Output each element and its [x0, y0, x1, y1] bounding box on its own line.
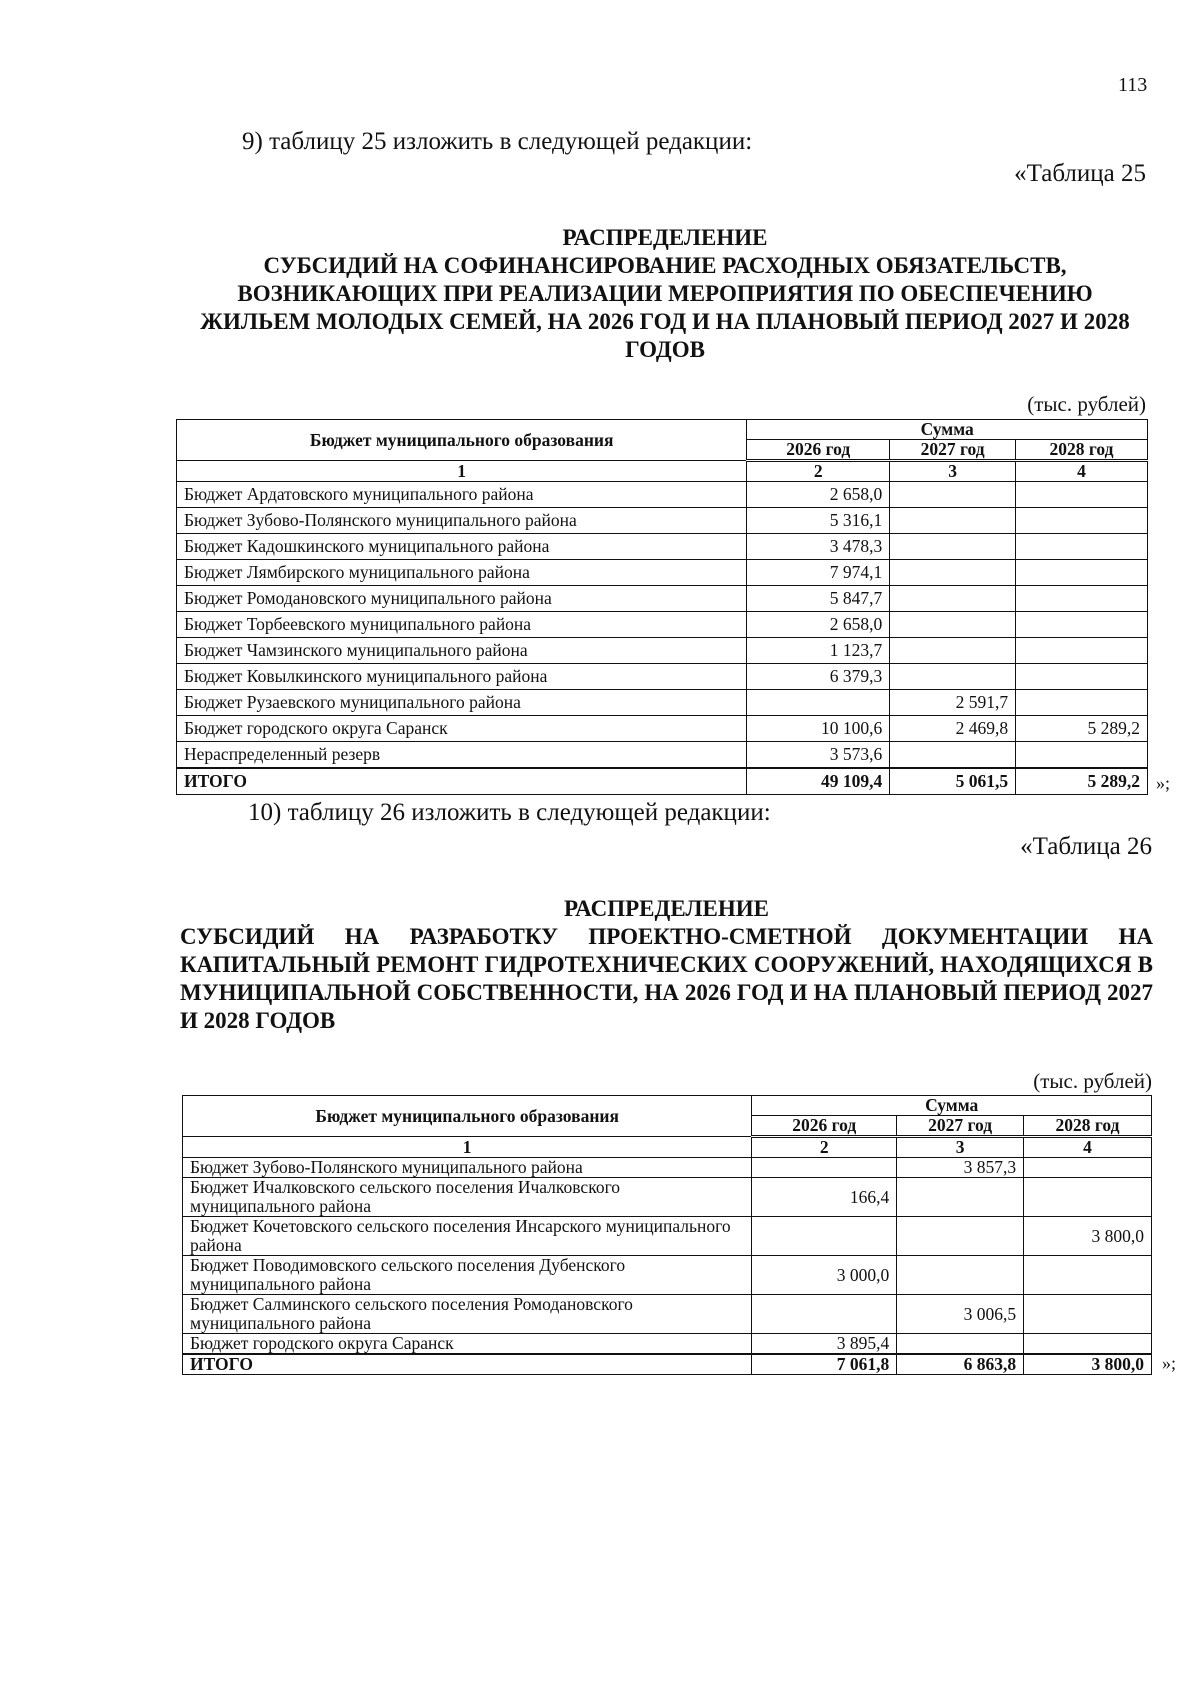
- budget-name-cell: ИТОГО: [183, 1354, 752, 1375]
- table-row: [177, 690, 1148, 716]
- section9-heading-body: СУБСИДИЙ НА СОФИНАНСИРОВАНИЕ РАСХОДНЫХ ОБЯЗАТЕЛЬСТВ, ВОЗНИКАЮЩИХ ПРИ РЕАЛИЗАЦИИ МЕРОПРИЯТИЯ ПО ОБЕСПЕЧЕНИЮ ЖИЛЬЕМ МОЛОДЫХ СЕМЕЙ, НА 2026 ГОД И НА ПЛАНОВЫЙ ПЕРИОД 2027 И 2028 ГОДОВ: [200, 253, 1130, 362]
- table-row: [183, 1295, 1152, 1334]
- amount-cell-2028: 3 800,0: [1024, 1354, 1152, 1375]
- amount-cell-2026: [752, 1217, 897, 1256]
- total-row: [183, 1354, 1152, 1375]
- budget-name-cell: Бюджет Торбеевского муниципального района: [177, 612, 747, 638]
- amount-cell-2028: [1016, 690, 1148, 716]
- amount-cell-2026: [752, 1158, 897, 1178]
- col-header-2027: 2027 год: [897, 1116, 1024, 1137]
- amount-cell-2028: [1024, 1256, 1152, 1295]
- section10-heading: [180, 895, 1153, 1035]
- amount-cell-2026: [752, 1295, 897, 1334]
- table-row: [183, 1217, 1152, 1256]
- budget-name-cell: Бюджет Рузаевского муниципального района: [177, 690, 747, 716]
- table-row: [177, 664, 1148, 690]
- amount-cell-2028: [1016, 586, 1148, 612]
- column-index-cell: 3: [890, 461, 1016, 482]
- amount-cell-2026: 2 658,0: [747, 482, 890, 508]
- amount-cell-2028: [1016, 612, 1148, 638]
- amount-cell-2028: 5 289,2: [1016, 716, 1148, 742]
- amount-cell-2027: [897, 1334, 1024, 1355]
- amount-cell-2027: [890, 638, 1016, 664]
- amount-cell-2027: [890, 664, 1016, 690]
- amount-cell-2027: [890, 612, 1016, 638]
- column-index-cell: 2: [747, 461, 890, 482]
- amount-cell-2026: 49 109,4: [747, 768, 890, 795]
- table-row: [177, 742, 1148, 769]
- amount-cell-2026: 3 478,3: [747, 534, 890, 560]
- amount-cell-2027: [890, 482, 1016, 508]
- column-index-cell: 1: [177, 461, 747, 482]
- amount-cell-2027: [890, 534, 1016, 560]
- col-header-2028: 2028 год: [1016, 440, 1148, 461]
- amount-cell-2027: 2 591,7: [890, 690, 1016, 716]
- table-row: [183, 1178, 1152, 1217]
- column-index-cell: 4: [1016, 461, 1148, 482]
- amount-cell-2028: [1016, 482, 1148, 508]
- budget-name-cell: Бюджет Кадошкинского муниципального района: [177, 534, 747, 560]
- amount-cell-2027: [890, 742, 1016, 769]
- amount-cell-2026: 3 895,4: [752, 1334, 897, 1355]
- budget-name-cell: Бюджет Салминского сельского поселения Ромодановского муниципального района: [183, 1295, 752, 1334]
- section10-table-label: «Таблица 26: [1020, 833, 1152, 860]
- amount-cell-2027: [897, 1256, 1024, 1295]
- section9-table-label: «Таблица 25: [1014, 160, 1146, 187]
- amount-cell-2026: 3 573,6: [747, 742, 890, 769]
- amount-cell-2028: [1016, 534, 1148, 560]
- table-row: [183, 1256, 1152, 1295]
- table-row: [183, 1334, 1152, 1355]
- col-header-budget: Бюджет муниципального образования: [177, 420, 747, 461]
- col-header-sum: Сумма: [747, 420, 1148, 440]
- column-index-cell: 3: [897, 1137, 1024, 1158]
- budget-name-cell: Бюджет Ковылкинского муниципального района: [177, 664, 747, 690]
- amount-cell-2027: [890, 586, 1016, 612]
- amount-cell-2028: [1024, 1295, 1152, 1334]
- table-row: [177, 612, 1148, 638]
- amount-cell-2027: [890, 560, 1016, 586]
- amount-cell-2026: 7 061,8: [752, 1354, 897, 1375]
- budget-name-cell: Нераспределенный резерв: [177, 742, 747, 769]
- column-index-row: [183, 1137, 1152, 1158]
- amount-cell-2028: [1024, 1178, 1152, 1217]
- budget-name-cell: Бюджет городского округа Саранск: [177, 716, 747, 742]
- table-row: [177, 586, 1148, 612]
- amount-cell-2026: 1 123,7: [747, 638, 890, 664]
- table-row: [177, 534, 1148, 560]
- budget-name-cell: Бюджет Ардатовского муниципального района: [177, 482, 747, 508]
- amount-cell-2026: 7 974,1: [747, 560, 890, 586]
- section10-intro: 10) таблицу 26 изложить в следующей редакции:: [248, 799, 771, 826]
- amount-cell-2026: [747, 690, 890, 716]
- budget-name-cell: Бюджет Чамзинского муниципального района: [177, 638, 747, 664]
- budget-name-cell: Бюджет Ичалковского сельского поселения Ичалковского муниципального района: [183, 1178, 752, 1217]
- amount-cell-2026: 6 379,3: [747, 664, 890, 690]
- amount-cell-2028: [1016, 664, 1148, 690]
- budget-name-cell: Бюджет Зубово-Полянского муниципального района: [177, 508, 747, 534]
- section10-table: [182, 1095, 1152, 1375]
- budget-name-cell: Бюджет Ромодановского муниципального района: [177, 586, 747, 612]
- amount-cell-2028: [1016, 508, 1148, 534]
- amount-cell-2027: [897, 1178, 1024, 1217]
- amount-cell-2028: [1016, 560, 1148, 586]
- budget-name-cell: Бюджет Поводимовского сельского поселения Дубенского муниципального района: [183, 1256, 752, 1295]
- amount-cell-2027: 3 006,5: [897, 1295, 1024, 1334]
- section9-closing: »;: [1156, 773, 1171, 793]
- amount-cell-2027: 3 857,3: [897, 1158, 1024, 1178]
- table-row: [177, 482, 1148, 508]
- col-header-2027: 2027 год: [890, 440, 1016, 461]
- section9-units: (тыс. рублей): [1027, 392, 1146, 416]
- amount-cell-2026: 5 847,7: [747, 586, 890, 612]
- amount-cell-2026: 166,4: [752, 1178, 897, 1217]
- amount-cell-2026: 10 100,6: [747, 716, 890, 742]
- amount-cell-2027: 2 469,8: [890, 716, 1016, 742]
- column-index-row: [177, 461, 1148, 482]
- column-index-cell: 2: [752, 1137, 897, 1158]
- section9-heading-title: РАСПРЕДЕЛЕНИЕ: [562, 225, 768, 250]
- page-number: 113: [1118, 74, 1148, 96]
- column-index-cell: 4: [1024, 1137, 1152, 1158]
- budget-name-cell: Бюджет Кочетовского сельского поселения Инсарского муниципального района: [183, 1217, 752, 1256]
- section9-table: [176, 419, 1148, 795]
- column-index-cell: 1: [183, 1137, 752, 1158]
- amount-cell-2028: 3 800,0: [1024, 1217, 1152, 1256]
- col-header-2026: 2026 год: [752, 1116, 897, 1137]
- section10-closing: »;: [1162, 1353, 1177, 1373]
- col-header-budget: Бюджет муниципального образования: [183, 1096, 752, 1137]
- total-row: [177, 768, 1148, 795]
- amount-cell-2028: [1024, 1158, 1152, 1178]
- budget-name-cell: ИТОГО: [177, 768, 747, 795]
- amount-cell-2027: 5 061,5: [890, 768, 1016, 795]
- amount-cell-2028: [1016, 742, 1148, 769]
- amount-cell-2026: 2 658,0: [747, 612, 890, 638]
- table-row: [177, 508, 1148, 534]
- amount-cell-2026: 5 316,1: [747, 508, 890, 534]
- amount-cell-2027: [897, 1217, 1024, 1256]
- col-header-2026: 2026 год: [747, 440, 890, 461]
- amount-cell-2028: [1016, 638, 1148, 664]
- table-row: [183, 1158, 1152, 1178]
- amount-cell-2026: 3 000,0: [752, 1256, 897, 1295]
- budget-name-cell: Бюджет Зубово-Полянского муниципального района: [183, 1158, 752, 1178]
- section10-heading-body: СУБСИДИЙ НА РАЗРАБОТКУ ПРОЕКТНО-СМЕТНОЙ ДОКУМЕНТАЦИИ НА КАПИТАЛЬНЫЙ РЕМОНТ ГИДРОТЕХНИЧЕСКИХ СООРУЖЕНИЙ, НАХОДЯЩИХСЯ В МУНИЦИПАЛЬНОЙ СОБСТВЕННОСТИ, НА 2026 ГОД И НА ПЛАНОВЫЙ ПЕРИОД 2027 И 2028 ГОДОВ: [180, 924, 1153, 1033]
- section10-heading-title: РАСПРЕДЕЛЕНИЕ: [564, 896, 769, 921]
- table-row: [177, 560, 1148, 586]
- section9-heading: [185, 224, 1145, 364]
- amount-cell-2027: [890, 508, 1016, 534]
- amount-cell-2028: [1024, 1334, 1152, 1355]
- budget-name-cell: Бюджет Лямбирского муниципального района: [177, 560, 747, 586]
- col-header-2028: 2028 год: [1024, 1116, 1152, 1137]
- table-row: [177, 716, 1148, 742]
- col-header-sum: Сумма: [752, 1096, 1152, 1116]
- amount-cell-2028: 5 289,2: [1016, 768, 1148, 795]
- budget-name-cell: Бюджет городского округа Саранск: [183, 1334, 752, 1355]
- table-row: [177, 638, 1148, 664]
- section10-units: (тыс. рублей): [1033, 1069, 1152, 1093]
- section9-intro: 9) таблицу 25 изложить в следующей редакции:: [242, 128, 753, 155]
- amount-cell-2027: 6 863,8: [897, 1354, 1024, 1375]
